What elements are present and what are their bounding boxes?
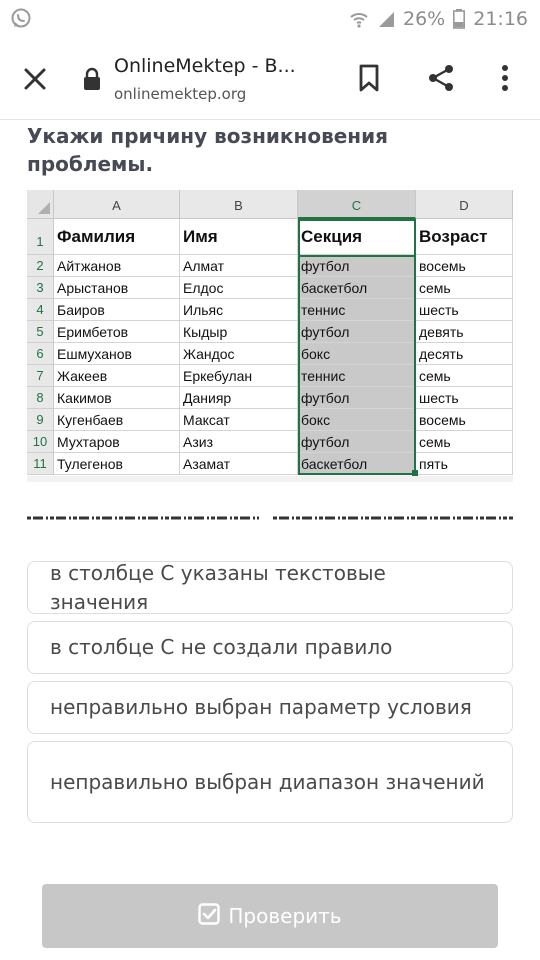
header-cell[interactable]: Имя — [180, 219, 298, 255]
row-header[interactable]: 9 — [27, 409, 54, 431]
table-cell[interactable]: Мухтаров — [54, 431, 180, 453]
table-cell[interactable]: Баиров — [54, 299, 180, 321]
status-bar — [0, 0, 540, 38]
clock: 21:16 — [473, 8, 528, 30]
table-cell[interactable]: Ешмуханов — [54, 343, 180, 365]
row-header[interactable]: 7 — [27, 365, 54, 387]
row-header[interactable]: 1 — [27, 219, 54, 255]
table-cell[interactable]: семь — [416, 365, 513, 387]
option-1[interactable] — [27, 561, 513, 614]
spreadsheet-image — [27, 190, 513, 482]
row-header[interactable]: 5 — [27, 321, 54, 343]
table-cell[interactable]: девять — [416, 321, 513, 343]
row-header[interactable]: 2 — [27, 255, 54, 277]
share-icon[interactable] — [425, 62, 457, 94]
table-cell[interactable]: шесть — [416, 387, 513, 409]
table-cell[interactable]: Азамат — [180, 453, 298, 475]
table-cell[interactable]: семь — [416, 277, 513, 299]
table-cell[interactable]: Жандос — [180, 343, 298, 365]
page-title[interactable]: OnlineMektep - B... — [114, 55, 296, 77]
row-header[interactable]: 4 — [27, 299, 54, 321]
close-icon[interactable] — [20, 64, 50, 94]
table-cell[interactable]: баскетбол — [298, 277, 416, 299]
table-cell[interactable]: семь — [416, 431, 513, 453]
battery-level: 26% — [403, 8, 446, 30]
option-4[interactable] — [27, 741, 513, 823]
wifi-icon — [349, 9, 369, 29]
table-cell[interactable]: Алмат — [180, 255, 298, 277]
question-text: Укажи причину возникновения проблемы. — [27, 124, 388, 176]
signal-icon — [377, 10, 395, 28]
url-host[interactable]: onlinemektep.org — [114, 85, 247, 103]
check-button-label: Проверить — [228, 904, 342, 928]
battery-icon — [453, 9, 465, 29]
table-cell[interactable]: теннис — [298, 299, 416, 321]
column-header-d[interactable]: D — [416, 190, 513, 219]
browser-toolbar — [0, 38, 540, 120]
table-cell[interactable]: футбол — [298, 387, 416, 409]
table-cell[interactable]: Какимов — [54, 387, 180, 409]
table-cell[interactable]: бокс — [298, 343, 416, 365]
bookmark-icon[interactable] — [356, 62, 382, 94]
table-cell[interactable]: баскетбол — [298, 453, 416, 475]
header-cell[interactable]: Секция — [298, 219, 416, 255]
table-cell[interactable]: Еркебулан — [180, 365, 298, 387]
column-header-c[interactable]: C — [298, 190, 416, 219]
option-label: в столбце С указаны текстовые значения — [50, 560, 386, 614]
sheet-edge — [27, 476, 513, 482]
table-cell[interactable]: футбол — [298, 431, 416, 453]
table-cell[interactable]: десять — [416, 343, 513, 365]
row-header[interactable]: 10 — [27, 431, 54, 453]
header-cell[interactable]: Возраст — [416, 219, 513, 255]
option-3[interactable] — [27, 681, 513, 734]
table-cell[interactable]: Ильяс — [180, 299, 298, 321]
check-button[interactable] — [42, 884, 498, 948]
table-cell[interactable]: Тулегенов — [54, 453, 180, 475]
table-cell[interactable]: Еримбетов — [54, 321, 180, 343]
table-cell[interactable]: Жакеев — [54, 365, 180, 387]
lock-icon — [82, 67, 102, 91]
table-cell[interactable]: Данияр — [180, 387, 298, 409]
answer-blank — [27, 514, 513, 522]
table-cell[interactable]: Кыдыр — [180, 321, 298, 343]
row-header[interactable]: 3 — [27, 277, 54, 299]
table-cell[interactable]: восемь — [416, 409, 513, 431]
table-cell[interactable]: шесть — [416, 299, 513, 321]
option-label: неправильно выбран параметр условия — [50, 695, 472, 719]
column-header-a[interactable]: A — [54, 190, 180, 219]
row-header[interactable]: 8 — [27, 387, 54, 409]
table-cell[interactable]: пять — [416, 453, 513, 475]
table-cell[interactable]: Кугенбаев — [54, 409, 180, 431]
header-cell[interactable]: Фамилия — [54, 219, 180, 255]
option-2[interactable] — [27, 621, 513, 674]
table-cell[interactable]: Елдос — [180, 277, 298, 299]
column-header-b[interactable]: B — [180, 190, 298, 219]
table-cell[interactable]: восемь — [416, 255, 513, 277]
select-all-corner — [27, 190, 54, 219]
row-header[interactable]: 11 — [27, 453, 54, 475]
table-cell[interactable]: Максат — [180, 409, 298, 431]
table-cell[interactable]: Азиз — [180, 431, 298, 453]
row-header[interactable]: 6 — [27, 343, 54, 365]
table-cell[interactable]: теннис — [298, 365, 416, 387]
whatsapp-icon — [10, 7, 32, 29]
option-label: неправильно выбран диапазон значений — [50, 769, 485, 794]
table-cell[interactable]: футбол — [298, 255, 416, 277]
table-cell[interactable]: Арыстанов — [54, 277, 180, 299]
table-cell[interactable]: Айтжанов — [54, 255, 180, 277]
more-icon[interactable] — [498, 62, 512, 94]
option-label: в столбце С не создали правило — [50, 635, 393, 659]
table-cell[interactable]: футбол — [298, 321, 416, 343]
table-cell[interactable]: бокс — [298, 409, 416, 431]
check-square-icon — [198, 903, 220, 930]
